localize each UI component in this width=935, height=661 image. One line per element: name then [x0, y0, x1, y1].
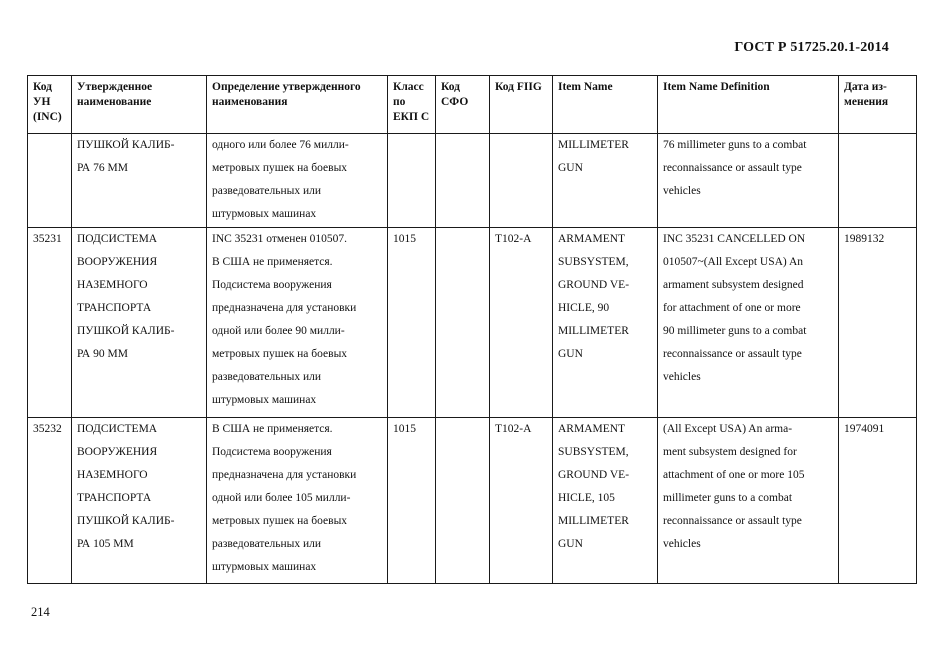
page-number: 214 — [31, 605, 50, 619]
cell-item-definition: INC 35231 CANCELLED ON 010507~(All Except USA) An armament subsystem designed for attachment of one or more 90 millimeter guns to a combat reconnaissance or assault type vehicles — [658, 228, 839, 418]
cell-sfo — [436, 228, 490, 418]
cell-change-date: 1974091 — [839, 418, 917, 584]
table-row — [28, 418, 917, 584]
cell-item-definition: (All Except USA) An arma- ment subsystem designed for attachment of one or more 105 millimeter guns to a combat reconnaissance or assault type vehicles — [658, 418, 839, 584]
cell-change-date: 1989132 — [839, 228, 917, 418]
cell-definition: В США не применяется. Подсистема вооружения предназначена для установки одной или более 105 милли- метровых пушек на боевых разведовательных или штурмовых машинах — [207, 418, 388, 584]
cell-fiig: T102-A — [490, 418, 553, 584]
col-header-inc: Код УН (INC) — [28, 76, 72, 134]
col-header-change-date: Дата из- менения — [839, 76, 917, 134]
col-header-fiig: Код FIIG — [490, 76, 553, 134]
cell-inc: 35231 — [28, 228, 72, 418]
col-header-item-definition: Item Name Definition — [658, 76, 839, 134]
table-row — [28, 134, 917, 228]
cell-approved-name: ПОДСИСТЕМА ВООРУЖЕНИЯ НАЗЕМНОГО ТРАНСПОРТА ПУШКОЙ КАЛИБ- РА 90 ММ — [72, 228, 207, 418]
cell-class: 1015 — [388, 228, 436, 418]
cell-class — [388, 134, 436, 228]
cell-class: 1015 — [388, 418, 436, 584]
cell-sfo — [436, 134, 490, 228]
table-header-row — [28, 76, 917, 134]
cell-item-name: ARMAMENT SUBSYSTEM, GROUND VE- HICLE, 105 MILLIMETER GUN — [553, 418, 658, 584]
cell-approved-name: ПУШКОЙ КАЛИБ- РА 76 ММ — [72, 134, 207, 228]
col-header-sfo: Код СФО — [436, 76, 490, 134]
cell-item-name: MILLIMETER GUN — [553, 134, 658, 228]
cell-change-date — [839, 134, 917, 228]
col-header-item-name: Item Name — [553, 76, 658, 134]
nomenclature-table — [27, 75, 917, 584]
cell-fiig: T102-A — [490, 228, 553, 418]
cell-definition: одного или более 76 милли- метровых пушек на боевых разведовательных или штурмовых машинах — [207, 134, 388, 228]
col-header-class: Класс по ЕКП С — [388, 76, 436, 134]
cell-fiig — [490, 134, 553, 228]
table-row — [28, 228, 917, 418]
cell-item-name: ARMAMENT SUBSYSTEM, GROUND VE- HICLE, 90 MILLIMETER GUN — [553, 228, 658, 418]
document-title: ГОСТ Р 51725.20.1-2014 — [734, 40, 889, 55]
cell-inc: 35232 — [28, 418, 72, 584]
cell-item-definition: 76 millimeter guns to a combat reconnaissance or assault type vehicles — [658, 134, 839, 228]
cell-approved-name: ПОДСИСТЕМА ВООРУЖЕНИЯ НАЗЕМНОГО ТРАНСПОРТА ПУШКОЙ КАЛИБ- РА 105 ММ — [72, 418, 207, 584]
cell-sfo — [436, 418, 490, 584]
col-header-approved-name: Утвержденное наименование — [72, 76, 207, 134]
col-header-definition: Определение утвержденного наименования — [207, 76, 388, 134]
cell-definition: INC 35231 отменен 010507. В США не применяется. Подсистема вооружения предназначена для установки одной или более 90 милли- метровых пушек на боевых разведовательных или штурмовых машинах — [207, 228, 388, 418]
cell-inc — [28, 134, 72, 228]
